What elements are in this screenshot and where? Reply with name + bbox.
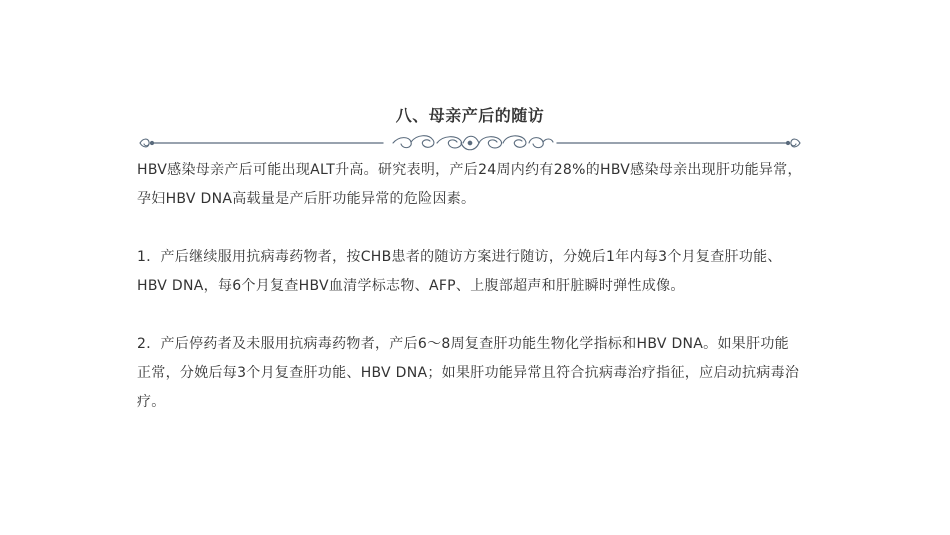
paragraph-intro: HBV感染母亲产后可能出现ALT升高。研究表明，产后24周内约有28%的HBV感染母亲出现肝功能异常，孕妇HBV DNA高载量是产后肝功能异常的危险因素。 (137, 162, 802, 207)
section-title: 八、母亲产后的随访 (395, 106, 545, 125)
paragraph-item-1: 1．产后继续服用抗病毒药物者，按CHB患者的随访方案进行随访，分娩后1年内每3个月复查肝功能、HBV DNA，每6个月复查HBV血清学标志物、AFP、上腹部超声和肝脏瞬时弹性成像。 (137, 249, 782, 294)
paragraph-item-2: 2．产后停药者及未服用抗病毒药物者，产后6～8周复查肝功能生物化学指标和HBV DNA。如果肝功能正常，分娩后每3个月复查肝功能、HBV DNA；如果肝功能异常且符合抗病毒治疗指征，应启动抗病毒治疗。 (137, 336, 800, 410)
article (137, 104, 803, 417)
ornamental-divider-icon (137, 130, 803, 156)
